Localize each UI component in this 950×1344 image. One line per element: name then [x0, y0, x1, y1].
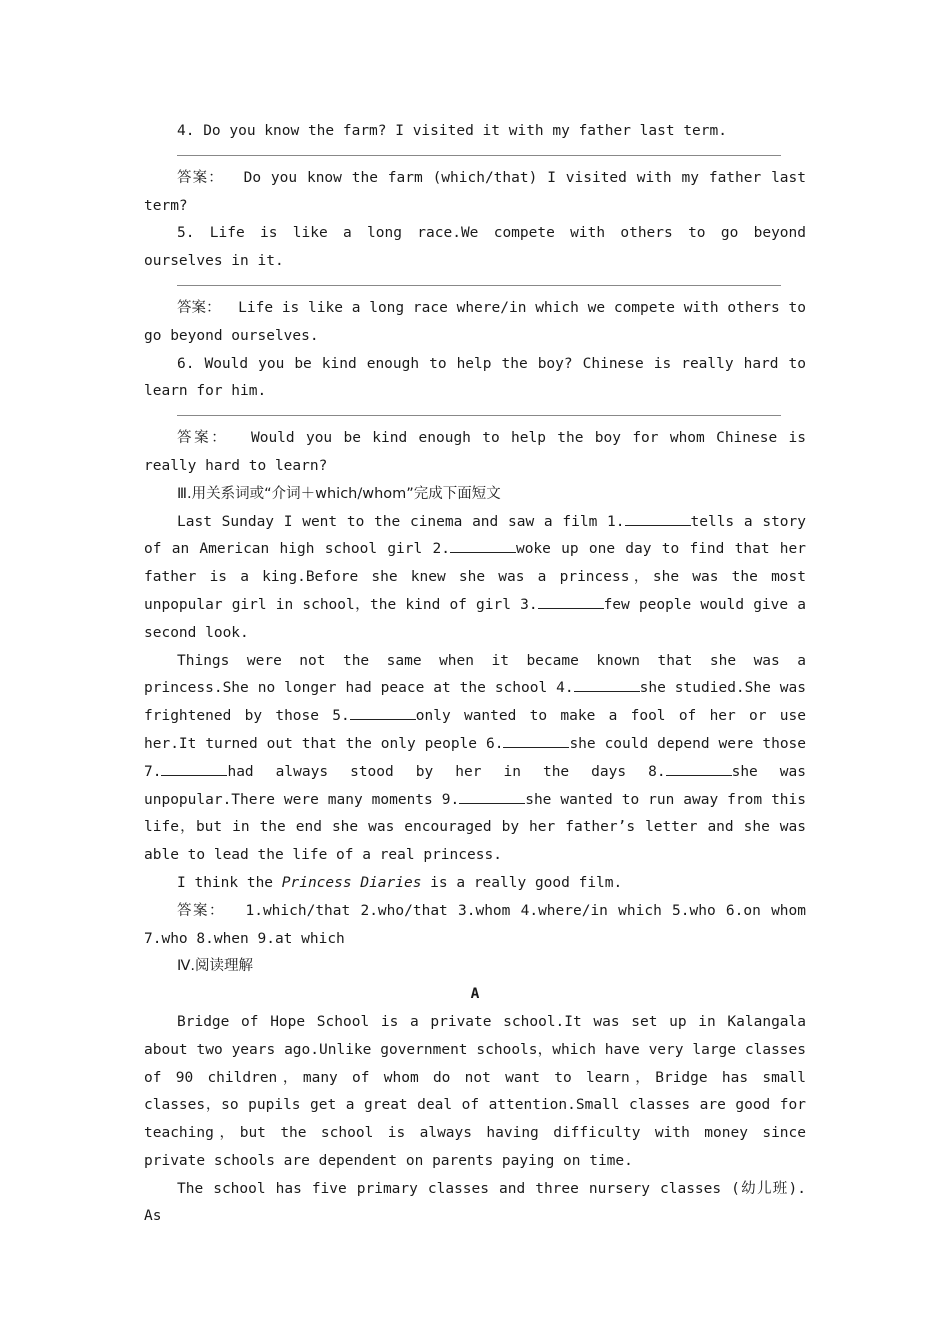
cloze-paragraph-3 — [144, 870, 806, 898]
answer-label: 答案： — [177, 430, 229, 447]
answer-5 — [144, 295, 806, 351]
cloze-text: is a really good film. — [421, 874, 623, 891]
worksheet-page — [144, 118, 806, 1231]
answer-text: Life is like a long race where/in which we compete with others to go beyond ourselves. — [144, 299, 806, 344]
cloze-text: she was unpopular.There were many moments 9. — [144, 763, 807, 808]
film-title: Princess Diaries — [281, 874, 422, 891]
cloze-text: I think the — [177, 874, 282, 891]
blank-6[interactable] — [503, 735, 569, 748]
cloze-paragraph-1 — [144, 509, 806, 648]
question-4: 4. Do you know the farm? I visited it with my father last term. — [177, 123, 727, 139]
answer-4 — [144, 165, 806, 221]
cloze-text: had always stood by her in the days 8. — [227, 763, 666, 780]
blank-9[interactable] — [459, 791, 525, 804]
answer-line — [177, 285, 781, 286]
cloze-paragraph-2 — [144, 648, 806, 870]
answer-line — [177, 155, 781, 156]
cloze-answers — [144, 898, 806, 954]
cloze-text: she studied.She was frightened by those 5. — [144, 680, 806, 725]
question-6: 6. Would you be kind enough to help the boy? Chinese is really hard to learn for him. — [144, 355, 806, 400]
passage-label: A — [470, 986, 480, 1003]
answer-text: Do you know the farm (which/that) I visited with my father last term? — [144, 169, 806, 214]
cloze-text: Last Sunday I went to the cinema and saw a film 1. — [177, 513, 625, 530]
cloze-text: few people would give a second look. — [144, 596, 806, 641]
cloze-text: tells a story of an American high school girl 2. — [144, 513, 806, 558]
blank-2[interactable] — [450, 540, 516, 553]
reading-paragraph-2: The school has five primary classes and three nursery classes (幼儿班). As — [144, 1180, 806, 1225]
blank-7[interactable] — [161, 763, 227, 776]
answer-label: 答案： — [177, 902, 226, 919]
answer-label: 答案： — [177, 169, 224, 186]
blank-1[interactable] — [625, 513, 691, 526]
section-3-title: Ⅲ.用关系词或“介词＋which/whom”完成下面短文 — [177, 485, 501, 502]
reading-paragraph-1: Bridge of Hope School is a private school.It was set up in Kalangala about two years ago.Unlike government schools，which have very large classes of 90 children，many of whom do not want to learn，Bridge has small classes，so pupils get a great deal of attention.Small classes are good for teaching，but the school is always having difficulty with money since private schools are dependent on parents paying on time. — [144, 1013, 806, 1169]
section-4-title: Ⅳ.阅读理解 — [177, 958, 253, 975]
cloze-text: she wanted to run away from this life，but in the end she was encouraged by her father’s letter and she was able to lead the life of a real princess. — [144, 791, 806, 864]
blank-3[interactable] — [538, 596, 604, 609]
answer-6 — [144, 425, 806, 481]
answer-line — [177, 415, 781, 416]
cloze-text: only wanted to make a fool of her or use her.It turned out that the only people 6. — [144, 708, 806, 752]
blank-4[interactable] — [574, 679, 640, 692]
answer-label: 答案： — [177, 299, 221, 316]
cloze-text: Things were not the same when it became known that she was a princess.She no longer had peace at the school 4. — [144, 652, 806, 697]
answer-text: 1.which/that 2.who/that 3.whom 4.where/in which 5.who 6.on whom 7.who 8.when 9.at which — [144, 902, 806, 947]
cloze-text: woke up one day to find that her father is a king.Before she knew she was a princess，she was the most unpopular girl in school，the kind of girl 3. — [144, 541, 806, 613]
question-5: 5. Life is like a long race.We compete with others to go beyond ourselves in it. — [144, 225, 806, 270]
blank-5[interactable] — [350, 707, 416, 720]
blank-8[interactable] — [666, 763, 732, 776]
answer-text: Would you be kind enough to help the boy for whom Chinese is really hard to learn? — [144, 430, 806, 474]
cloze-text: she could depend were those 7. — [144, 735, 807, 780]
